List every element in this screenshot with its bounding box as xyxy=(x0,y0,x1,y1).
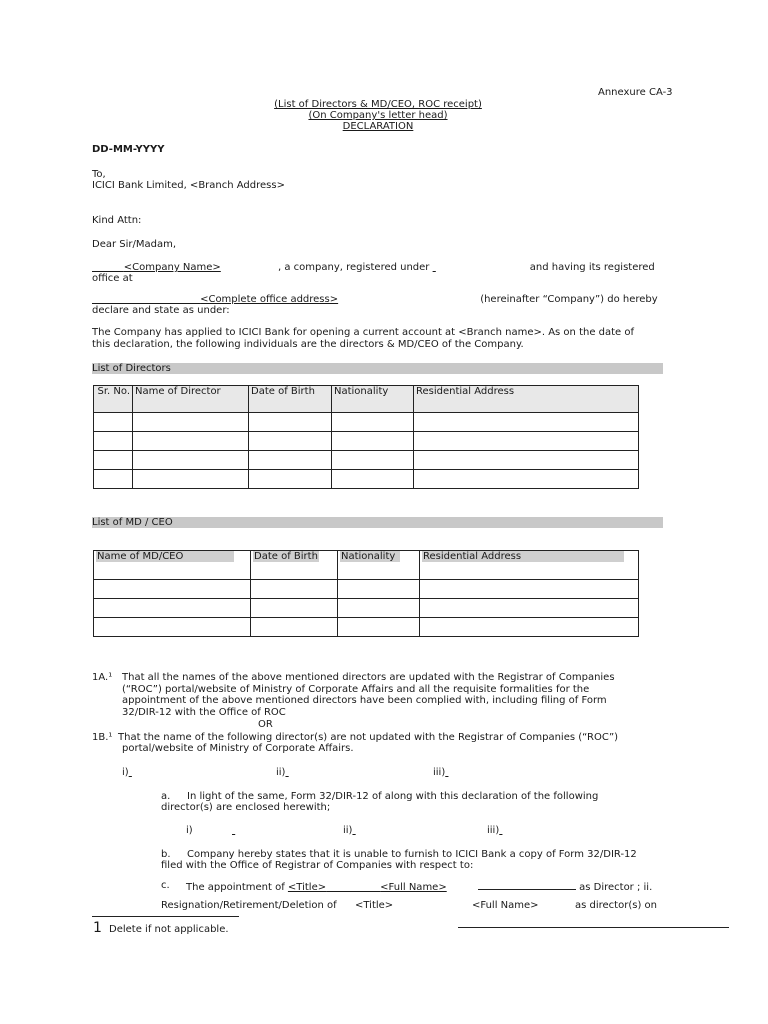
md-ceo-table xyxy=(93,550,639,637)
table-header-row xyxy=(94,386,639,413)
item-a-line2: director(s) are enclosed herewith; xyxy=(161,802,331,813)
clause-1a-line1: That all the names of the above mentioned directors are updated with the Registrar of Companies xyxy=(122,672,615,683)
col-header-sr-no: Sr. No. xyxy=(94,386,133,413)
clause-1b-label: 1B.¹ xyxy=(92,732,113,743)
table-cell[interactable] xyxy=(133,451,249,470)
salutation: Dear Sir/Madam, xyxy=(92,239,177,250)
blank-i: i) xyxy=(122,767,129,778)
table-cell[interactable] xyxy=(94,580,251,599)
table-row xyxy=(94,451,639,470)
footnote-number: 1 xyxy=(93,920,102,936)
table-cell[interactable] xyxy=(332,413,414,432)
table-cell[interactable] xyxy=(338,618,420,637)
clause-1a-line3: appointment of the above mentioned directors have been complied with, including filing of Form xyxy=(122,695,607,706)
table-cell[interactable] xyxy=(414,413,639,432)
blank-iii: iii) xyxy=(433,767,446,778)
blank-ii: ii) xyxy=(276,767,286,778)
item-b-label: b. xyxy=(161,849,171,860)
item-c-line: The appointment of <Title> <Full Name> as Director ; ii. xyxy=(186,882,653,893)
item-c-label: c. xyxy=(161,880,170,891)
col-header-nationality: Nationality xyxy=(338,551,420,580)
table-cell[interactable] xyxy=(94,451,133,470)
item-b-line1: Company hereby states that it is unable to furnish to ICICI Bank a copy of Form 32/DIR-12 xyxy=(187,849,637,860)
col-header-name-of-director: Name of Director xyxy=(133,386,249,413)
table-cell[interactable] xyxy=(332,470,414,489)
blank2-i-line xyxy=(232,825,314,836)
address-bank: ICICI Bank Limited, <Branch Address> xyxy=(92,180,285,191)
item-d-fullname: <Full Name> xyxy=(472,900,539,911)
directors-table xyxy=(93,385,639,489)
col-header-date-of-birth: Date of Birth xyxy=(249,386,332,413)
table-cell[interactable] xyxy=(94,599,251,618)
para3-line2: this declaration, the following individuals are the directors & MD/CEO of the Company. xyxy=(92,339,524,350)
table-header-row xyxy=(94,551,639,580)
clause-1a-label: 1A.¹ xyxy=(92,672,113,683)
col-header-name-of-md-ceo: Name of MD/CEO xyxy=(94,551,251,580)
table-cell[interactable] xyxy=(249,451,332,470)
item-d-title: <Title> xyxy=(355,900,394,911)
para3-line1: The Company has applied to ICICI Bank for opening a current account at <Branch name>. As on the date of xyxy=(92,327,635,338)
para1-line1 xyxy=(92,262,655,273)
para2-text-b: (hereinafter “Company”) do hereby xyxy=(480,294,658,305)
table-row xyxy=(94,413,639,432)
table-cell[interactable] xyxy=(420,580,639,599)
table-row xyxy=(94,432,639,451)
col-header-residential-address: Residential Address xyxy=(420,551,639,580)
blank2-ii: ii) xyxy=(343,825,353,836)
table-cell[interactable] xyxy=(251,599,338,618)
table-cell[interactable] xyxy=(249,413,332,432)
clause-1a-line2: (“ROC”) portal/website of Ministry of Corporate Affairs and all the requisite formalities for the xyxy=(122,684,590,695)
table-cell[interactable] xyxy=(420,599,639,618)
table-cell[interactable] xyxy=(249,470,332,489)
table-cell[interactable] xyxy=(249,432,332,451)
table-cell[interactable] xyxy=(94,618,251,637)
table-cell[interactable] xyxy=(332,432,414,451)
table-cell[interactable] xyxy=(338,580,420,599)
table-cell[interactable] xyxy=(420,618,639,637)
address-to: To, xyxy=(92,169,106,180)
para2-line2: declare and state as under: xyxy=(92,305,230,316)
title-line-3: DECLARATION xyxy=(342,121,414,132)
col-header-residential-address: Residential Address xyxy=(414,386,639,413)
title-line-1: (List of Directors & MD/CEO, ROC receipt) xyxy=(274,99,482,110)
table-cell[interactable] xyxy=(133,432,249,451)
item-d-text: Resignation/Retirement/Deletion of xyxy=(161,900,337,911)
footnote-text: Delete if not applicable. xyxy=(109,924,229,935)
signature-line xyxy=(458,927,729,928)
or-separator: OR xyxy=(258,719,273,730)
full-name-placeholder: <Full Name> xyxy=(380,882,447,893)
para1-text-c: and having its registered xyxy=(529,262,655,273)
para2-line1 xyxy=(92,294,658,305)
table-row xyxy=(94,470,639,489)
table-cell[interactable] xyxy=(414,432,639,451)
date-placeholder: DD-MM-YYYY xyxy=(92,144,165,155)
item-a-label: a. xyxy=(161,791,171,802)
col-header-nationality: Nationality xyxy=(332,386,414,413)
table-cell[interactable] xyxy=(94,413,133,432)
blank2-i: i) xyxy=(186,825,193,836)
clause-1b-line1: That the name of the following director(s) are not updated with the Registrar of Companies (“ROC”) xyxy=(118,732,619,743)
office-address-placeholder: <Complete office address> xyxy=(200,294,339,305)
table-row xyxy=(94,618,639,637)
para1-line2: office at xyxy=(92,273,133,284)
footnote-divider xyxy=(92,916,239,917)
table-cell[interactable] xyxy=(94,432,133,451)
item-d-suffix: as director(s) on xyxy=(575,900,657,911)
table-cell[interactable] xyxy=(251,618,338,637)
blank2-iii: iii) xyxy=(487,825,500,836)
item-b-line2: filed with the Office of Registrar of Companies with respect to: xyxy=(161,860,474,871)
table-cell[interactable] xyxy=(414,470,639,489)
table-row xyxy=(94,580,639,599)
table-cell[interactable] xyxy=(332,451,414,470)
table-row xyxy=(94,599,639,618)
clause-1a-line4: 32/DIR-12 with the Office of ROC xyxy=(122,707,286,718)
item-a-line1: In light of the same, Form 32/DIR-12 of along with this declaration of the following xyxy=(187,791,599,802)
section-list-of-directors: List of Directors xyxy=(92,363,663,374)
company-name-placeholder: <Company Name> xyxy=(123,262,221,273)
table-cell[interactable] xyxy=(94,470,133,489)
table-cell[interactable] xyxy=(414,451,639,470)
clause-1b-line2: portal/website of Ministry of Corporate Affairs. xyxy=(122,743,354,754)
title-line-2: (On Company's letter head) xyxy=(308,110,448,121)
col-header-date-of-birth: Date of Birth xyxy=(251,551,338,580)
para1-text-b: , a company, registered under xyxy=(278,262,430,273)
kind-attn: Kind Attn: xyxy=(92,215,142,226)
table-cell[interactable] xyxy=(338,599,420,618)
title-placeholder: <Title> xyxy=(287,882,327,893)
table-cell[interactable] xyxy=(251,580,338,599)
table-cell[interactable] xyxy=(133,470,249,489)
table-cell[interactable] xyxy=(133,413,249,432)
section-list-of-md-ceo: List of MD / CEO xyxy=(92,517,663,528)
annexure-label: Annexure CA-3 xyxy=(598,87,673,98)
